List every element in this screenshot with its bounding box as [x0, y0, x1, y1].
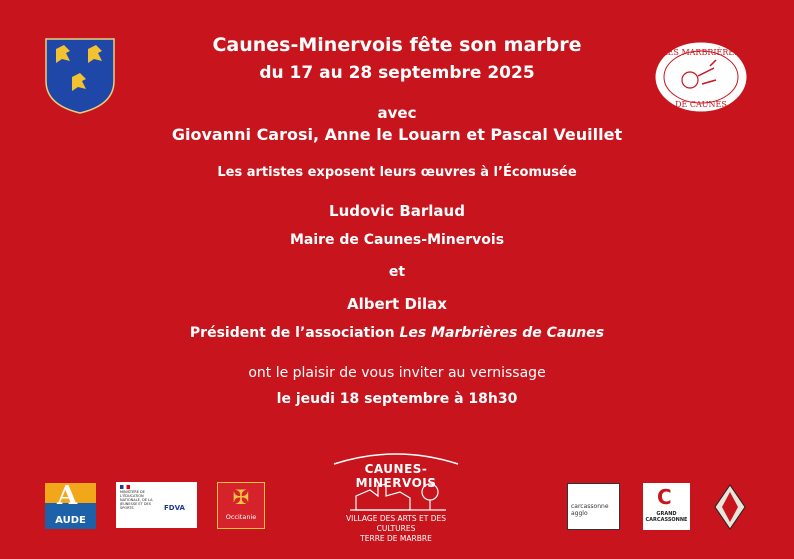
and-label: et: [388, 264, 406, 280]
host2-role: [0, 325, 794, 341]
marble-stone-icon: [714, 484, 746, 530]
association-name: Les Marbrières de Caunes: [399, 325, 605, 341]
invitation-text: ont le plaisir de vous inviter au vernissage: [248, 365, 546, 381]
village-subtitle-line2: TERRE DE MARBRE: [360, 534, 432, 543]
ministry-fdva-logo: [116, 482, 197, 528]
grand-carcassonne-c-icon: C: [657, 485, 672, 509]
artists-names: Giovanni Carosi, Anne le Louarn et Pascal Veuillet: [171, 125, 623, 144]
village-title: CAUNES-MINERVOIS: [355, 462, 437, 490]
french-flag-icon: [120, 485, 130, 489]
aude-label: AUDE: [55, 515, 86, 526]
ministry-text: MINISTÈRE DE L’ÉDUCATION NATIONALE, DE LA JEUNESSE ET DES SPORTS: [120, 490, 153, 510]
carcassonne-agglo-logo: [567, 483, 620, 530]
grand-carcassonne-label: GRAND CARCASSONNE: [645, 511, 688, 523]
aude-a-icon: A: [57, 481, 78, 511]
occitanie-logo: [217, 482, 265, 529]
host2-role-prefix: Président de l’association: [189, 325, 400, 341]
with-label: avec: [377, 104, 417, 122]
vernissage-date: le jeudi 18 septembre à 18h30: [276, 391, 518, 407]
carcassonne-agglo-label: carcassonne agglo: [571, 503, 609, 517]
village-subtitle: [326, 514, 466, 544]
event-dates: du 17 au 28 septembre 2025: [259, 63, 535, 83]
grand-carcassonne-logo: [643, 483, 690, 530]
exhibition-note: Les artistes exposent leurs œuvres à l’Écomusée: [217, 165, 577, 180]
aude-department-logo: [45, 483, 96, 529]
occitanie-label: Occitanie: [225, 513, 257, 521]
occitan-cross-icon: ✠: [232, 485, 250, 509]
host1-role: Maire de Caunes-Minervois: [289, 232, 505, 248]
event-title: Caunes-Minervois fête son marbre: [212, 34, 582, 56]
marbrieres-de-caunes-logo: [652, 40, 750, 114]
caunes-minervois-village-logo: [326, 448, 466, 543]
host2-name: Albert Dilax: [347, 295, 447, 313]
village-subtitle-line1: VILLAGE DES ARTS ET DES CULTURES: [346, 514, 446, 533]
host1-name: Ludovic Barlaud: [329, 202, 465, 220]
stamp-top-text: LES MARBRIÈRES: [662, 48, 740, 57]
stamp-bottom-text: DE CAUNES: [675, 100, 727, 109]
fdva-label: FDVA: [164, 504, 185, 512]
